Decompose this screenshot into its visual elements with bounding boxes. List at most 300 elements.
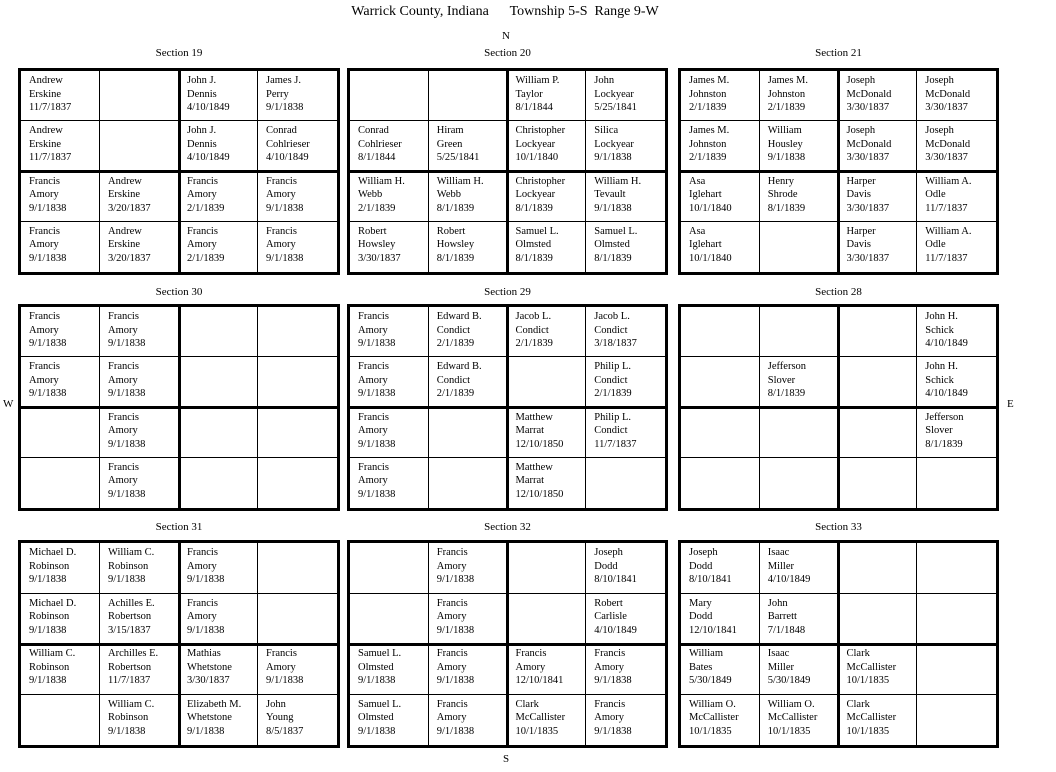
parcel-line: 9/1/1838 [29, 202, 67, 214]
compass-west: W [3, 398, 14, 410]
parcel-cell [681, 543, 760, 594]
parcel-line: Joseph [689, 547, 718, 558]
parcel-cell [179, 307, 258, 357]
parcel-cell [21, 307, 100, 357]
parcel-cell [100, 71, 179, 121]
parcel-cell [21, 172, 100, 222]
parcel-line: Howsley [358, 239, 396, 251]
parcel-line: Cohlrieser [266, 138, 310, 150]
section-label: Section 21 [815, 47, 862, 59]
parcel-cell [681, 307, 760, 357]
parcel-line: Olmsted [594, 239, 630, 251]
parcel-line: Francis [108, 411, 139, 423]
parcel-cell [179, 644, 258, 695]
parcel-line: 11/7/1837 [29, 152, 72, 164]
parcel-cell [179, 458, 258, 508]
parcel-cell [586, 222, 665, 272]
parcel-line: Francis [594, 698, 626, 710]
parcel-line: Iglehart [689, 189, 722, 200]
parcel-line: Olmsted [358, 712, 394, 723]
parcel-line: John H. [925, 361, 958, 373]
section-box [347, 304, 668, 511]
parcel-line: McCallister [767, 712, 818, 723]
parcel-line: Olmsted [358, 661, 394, 673]
parcel-cell [508, 357, 587, 407]
parcel-line: 4/10/1849 [187, 152, 230, 164]
parcel-line: Francis [187, 547, 218, 558]
section-label: Section 20 [484, 47, 531, 59]
parcel-cell [100, 543, 179, 594]
section-label: Section 33 [815, 521, 862, 533]
parcel-cell [179, 121, 258, 171]
parcel-cell [350, 695, 429, 746]
parcel-line: Francis [436, 547, 468, 558]
parcel-line: Francis [436, 597, 468, 609]
parcel-line: 7/1/1848 [767, 624, 806, 636]
section-box [678, 68, 999, 275]
parcel-cell [21, 594, 100, 645]
parcel-cell [760, 222, 839, 272]
parcel-line: Amory [358, 374, 388, 386]
parcel-line: 8/10/1841 [689, 574, 732, 585]
parcel-line: 8/1/1839 [436, 202, 475, 214]
parcel-line: 10/1/1835 [767, 725, 811, 737]
parcel-line: John J. [187, 125, 217, 137]
parcel-cell [681, 458, 760, 508]
parcel-line: Iglehart [689, 239, 722, 251]
parcel-line: 10/1/1840 [689, 252, 732, 264]
parcel-line: 4/10/1849 [266, 152, 309, 164]
parcel-line: 10/1/1840 [689, 202, 732, 214]
parcel-line: Robinson [29, 611, 70, 622]
parcel-line: Francis [358, 411, 389, 423]
parcel-cell [429, 172, 508, 222]
parcel-line: Schick [925, 374, 954, 386]
parcel-line: Amory [594, 712, 624, 723]
parcel-line: Perry [266, 88, 289, 100]
parcel-cell [350, 121, 429, 171]
parcel-line: Samuel L. [358, 698, 402, 710]
parcel-line: Jacob L. [515, 311, 552, 322]
parcel-line: Francis [108, 461, 139, 473]
parcel-cell [258, 408, 337, 458]
parcel-cell [508, 307, 587, 357]
parcel-cell [350, 357, 429, 407]
parcel-cell [179, 357, 258, 407]
parcel-cell [760, 408, 839, 458]
parcel-line: Robert [436, 225, 466, 237]
parcel-line: 9/1/1838 [266, 202, 304, 214]
parcel-line: 10/1/1835 [689, 725, 732, 737]
parcel-line: William P. [515, 75, 560, 86]
parcel-line: Condict [594, 374, 628, 386]
parcel-cell [839, 408, 918, 458]
parcel-cell [839, 121, 918, 171]
parcel-line: 3/30/1837 [925, 102, 968, 113]
parcel-line: John [767, 597, 788, 609]
parcel-line: 8/1/1839 [594, 252, 632, 264]
parcel-line: Odle [925, 239, 946, 251]
parcel-line: 3/30/1837 [358, 252, 401, 264]
parcel-line: Amory [108, 475, 138, 487]
parcel-cell [681, 222, 760, 272]
section-box [18, 68, 340, 275]
parcel-line: 9/1/1838 [436, 725, 475, 737]
parcel-line: Lockyear [594, 138, 634, 150]
parcel-line: Francis [29, 175, 60, 187]
parcel-line: 9/1/1838 [436, 675, 475, 686]
parcel-line: Edward B. [436, 311, 482, 322]
parcel-cell [760, 458, 839, 508]
parcel-cell [350, 71, 429, 121]
parcel-line: Dennis [187, 138, 217, 150]
parcel-line: Robertson [108, 661, 152, 673]
parcel-line: 9/1/1838 [358, 438, 396, 450]
parcel-line: John J. [187, 75, 217, 86]
section-label: Section 32 [484, 521, 531, 533]
parcel-line: William A. [925, 225, 972, 237]
parcel-line: 2/1/1839 [689, 102, 727, 113]
parcel-line: 4/10/1849 [925, 338, 968, 349]
parcel-line: 9/1/1838 [187, 574, 225, 585]
parcel-line: William C. [29, 648, 76, 659]
parcel-line: 9/1/1838 [594, 152, 632, 164]
parcel-line: 9/1/1838 [108, 574, 146, 585]
parcel-line: 10/1/1835 [846, 675, 890, 686]
parcel-line: Francis [266, 225, 297, 237]
parcel-line: Bates [689, 661, 713, 673]
parcel-line: McCallister [689, 712, 739, 723]
parcel-line: Young [266, 712, 294, 723]
parcel-cell [100, 222, 179, 272]
parcel-line: 2/1/1839 [187, 252, 225, 264]
parcel-cell [258, 121, 337, 171]
parcel-cell [917, 594, 996, 645]
parcel-line: Lockyear [515, 189, 556, 200]
parcel-line: 3/20/1837 [108, 202, 151, 214]
parcel-line: Amory [187, 611, 217, 622]
parcel-cell [586, 644, 665, 695]
parcel-line: William O. [767, 698, 815, 710]
parcel-cell [839, 307, 918, 357]
section-label: Section 28 [815, 286, 862, 298]
parcel-cell [21, 121, 100, 171]
parcel-cell [681, 172, 760, 222]
parcel-cell [508, 71, 587, 121]
compass-north: N [502, 30, 510, 42]
parcel-line: Francis [187, 225, 218, 237]
parcel-cell [100, 644, 179, 695]
parcel-line: Amory [29, 189, 59, 200]
parcel-cell [586, 172, 665, 222]
parcel-line: Dodd [689, 611, 713, 622]
compass-south: S [503, 753, 510, 765]
parcel-line: Asa [689, 225, 706, 237]
quarter-divider-v [837, 307, 840, 508]
parcel-line: 12/10/1850 [515, 488, 564, 500]
parcel-cell [179, 408, 258, 458]
parcel-line: Amory [266, 189, 296, 200]
parcel-cell [21, 543, 100, 594]
parcel-line: James M. [767, 75, 808, 86]
parcel-cell [21, 71, 100, 121]
parcel-line: 9/1/1838 [108, 388, 146, 400]
parcel-line: Isaac [767, 648, 790, 659]
parcel-cell [839, 543, 918, 594]
parcel-line: Joseph [594, 547, 623, 558]
parcel-cell [681, 695, 760, 746]
parcel-line: Philip L. [594, 411, 632, 423]
parcel-line: William H. [594, 175, 642, 187]
parcel-line: Schick [925, 324, 954, 336]
parcel-cell [258, 357, 337, 407]
parcel-line: 3/30/1837 [846, 202, 890, 214]
parcel-cell [429, 307, 508, 357]
parcel-cell [350, 307, 429, 357]
parcel-line: 2/1/1839 [358, 202, 396, 214]
parcel-cell [179, 543, 258, 594]
parcel-line: 2/1/1839 [594, 388, 632, 400]
parcel-cell [258, 172, 337, 222]
parcel-line: Francis [29, 361, 60, 373]
section-box [347, 68, 668, 275]
parcel-cell [21, 644, 100, 695]
parcel-cell [350, 644, 429, 695]
parcel-line: 9/1/1838 [29, 675, 67, 686]
parcel-line: 9/1/1838 [108, 488, 146, 500]
parcel-cell [179, 594, 258, 645]
parcel-line: Clark [846, 698, 870, 710]
quarter-divider-v [837, 543, 840, 745]
parcel-cell [917, 307, 996, 357]
parcel-line: Mathias [187, 648, 221, 659]
parcel-line: 8/5/1837 [266, 725, 304, 737]
parcel-cell [760, 307, 839, 357]
parcel-cell [508, 408, 587, 458]
parcel-line: 9/1/1838 [358, 675, 396, 686]
parcel-line: 9/1/1838 [187, 624, 225, 636]
parcel-cell [100, 408, 179, 458]
parcel-line: 8/1/1839 [767, 202, 806, 214]
parcel-line: 9/1/1838 [266, 252, 304, 264]
parcel-line: 11/7/1837 [108, 675, 151, 686]
parcel-cell [760, 172, 839, 222]
parcel-line: Joseph [846, 75, 876, 86]
parcel-line: 9/1/1838 [358, 338, 396, 349]
parcel-cell [586, 543, 665, 594]
parcel-line: Amory [358, 324, 388, 336]
parcel-line: Marrat [515, 475, 545, 487]
parcel-line: 9/1/1838 [29, 338, 67, 349]
parcel-cell [839, 695, 918, 746]
parcel-line: William [689, 648, 723, 659]
parcel-cell [429, 458, 508, 508]
parcel-cell [586, 695, 665, 746]
parcel-line: 10/1/1835 [846, 725, 890, 737]
parcel-line: Amory [108, 374, 138, 386]
parcel-line: Andrew [29, 125, 63, 137]
parcel-line: 9/1/1838 [266, 102, 304, 113]
parcel-line: Dodd [689, 560, 713, 572]
parcel-line: Conrad [266, 125, 297, 137]
parcel-line: Amory [29, 239, 59, 251]
parcel-cell [917, 357, 996, 407]
parcel-line: Jefferson [925, 411, 964, 423]
parcel-cell [917, 408, 996, 458]
parcel-line: Achilles E. [108, 597, 155, 609]
parcel-line: McDonald [846, 138, 892, 150]
quarter-divider-v [178, 71, 181, 272]
parcel-line: Francis [358, 361, 389, 373]
parcel-cell [839, 357, 918, 407]
parcel-line: 8/10/1841 [594, 574, 637, 585]
parcel-line: Francis [187, 175, 218, 187]
parcel-line: 4/10/1849 [925, 388, 968, 400]
parcel-cell [179, 172, 258, 222]
parcel-cell [429, 71, 508, 121]
parcel-line: Johnston [767, 88, 806, 100]
parcel-line: Odle [925, 189, 946, 200]
parcel-line: 2/1/1839 [515, 338, 553, 349]
parcel-line: Howsley [436, 239, 475, 251]
parcel-line: 2/1/1839 [689, 152, 727, 164]
parcel-cell [917, 222, 996, 272]
parcel-line: Erskine [108, 189, 141, 200]
parcel-line: 9/1/1838 [108, 438, 146, 450]
parcel-line: Francis [108, 311, 139, 322]
parcel-line: 9/1/1838 [187, 725, 225, 737]
parcel-cell [508, 121, 587, 171]
parcel-line: Andrew [108, 175, 142, 187]
parcel-line: 5/30/1849 [767, 675, 811, 686]
parcel-line: Robert [358, 225, 387, 237]
section-box [18, 304, 340, 511]
parcel-cell [508, 222, 587, 272]
parcel-line: 9/1/1838 [29, 574, 67, 585]
parcel-line: Christopher [515, 175, 566, 187]
parcel-cell [429, 695, 508, 746]
parcel-cell [917, 71, 996, 121]
parcel-line: Condict [515, 324, 549, 336]
parcel-cell [100, 172, 179, 222]
parcel-cell [681, 71, 760, 121]
parcel-cell [21, 357, 100, 407]
parcel-cell [350, 408, 429, 458]
parcel-cell [760, 644, 839, 695]
parcel-line: 8/1/1844 [358, 152, 396, 164]
parcel-line: Francis [266, 648, 297, 659]
parcel-line: Francis [187, 597, 218, 609]
parcel-cell [350, 172, 429, 222]
parcel-line: William H. [358, 175, 405, 187]
quarter-divider-v [178, 543, 181, 745]
parcel-line: Robinson [108, 712, 149, 723]
parcel-cell [681, 408, 760, 458]
parcel-line: Edward B. [436, 361, 482, 373]
parcel-line: 9/1/1838 [108, 725, 146, 737]
parcel-cell [586, 357, 665, 407]
parcel-line: Marrat [515, 425, 545, 436]
parcel-line: Webb [436, 189, 461, 200]
parcel-line: Cohlrieser [358, 138, 402, 150]
parcel-line: Robinson [29, 661, 70, 673]
parcel-cell [586, 71, 665, 121]
parcel-line: Amory [108, 425, 138, 436]
parcel-cell [179, 71, 258, 121]
parcel-cell [21, 695, 100, 746]
parcel-cell [258, 695, 337, 746]
parcel-line: 3/30/1837 [846, 152, 890, 164]
parcel-line: Archilles E. [108, 648, 159, 659]
parcel-line: Slover [925, 425, 953, 436]
parcel-line: Joseph [846, 125, 876, 137]
parcel-line: Amory [187, 560, 217, 572]
parcel-line: Amory [594, 661, 624, 673]
parcel-line: James M. [689, 75, 730, 86]
parcel-line: Amory [187, 239, 217, 251]
section-box [678, 540, 999, 748]
parcel-line: McCallister [515, 712, 566, 723]
parcel-line: 5/25/1841 [436, 152, 480, 164]
parcel-line: Mary [689, 597, 712, 609]
parcel-line: Francis [358, 461, 389, 473]
parcel-line: 3/20/1837 [108, 252, 151, 264]
parcel-line: Olmsted [515, 239, 552, 251]
parcel-line: Silica [594, 125, 619, 137]
parcel-cell [681, 121, 760, 171]
parcel-line: 12/10/1841 [515, 675, 564, 686]
parcel-line: Barrett [767, 611, 797, 622]
parcel-cell [100, 357, 179, 407]
parcel-line: Samuel L. [358, 648, 402, 659]
parcel-line: Whetstone [187, 661, 232, 673]
parcel-line: Miller [767, 661, 794, 673]
parcel-cell [839, 458, 918, 508]
parcel-cell [258, 644, 337, 695]
parcel-line: Conrad [358, 125, 389, 137]
parcel-line: 8/1/1839 [925, 438, 963, 450]
parcel-line: Erskine [29, 138, 62, 150]
parcel-cell [917, 543, 996, 594]
compass-east: E [1007, 398, 1014, 410]
parcel-cell [681, 644, 760, 695]
parcel-line: Condict [594, 425, 628, 436]
parcel-line: Harper [846, 175, 876, 187]
parcel-cell [760, 121, 839, 171]
parcel-line: Samuel L. [515, 225, 559, 237]
parcel-line: 3/30/1837 [187, 675, 230, 686]
parcel-line: 3/30/1837 [846, 252, 890, 264]
parcel-line: Henry [767, 175, 794, 187]
parcel-line: Amory [436, 712, 467, 723]
parcel-line: McCallister [846, 712, 897, 723]
parcel-cell [681, 594, 760, 645]
parcel-line: Dennis [187, 88, 217, 100]
parcel-line: Amory [29, 374, 59, 386]
parcel-cell [917, 695, 996, 746]
parcel-line: 8/1/1839 [515, 202, 553, 214]
parcel-line: 9/1/1838 [29, 252, 67, 264]
parcel-cell [258, 458, 337, 508]
parcel-line: Clark [515, 698, 539, 710]
parcel-cell [429, 644, 508, 695]
parcel-line: Michael D. [29, 547, 77, 558]
parcel-line: 11/7/1837 [925, 252, 968, 264]
parcel-cell [429, 357, 508, 407]
parcel-cell [508, 644, 587, 695]
parcel-line: Robinson [108, 560, 149, 572]
parcel-line: Joseph [925, 125, 954, 137]
